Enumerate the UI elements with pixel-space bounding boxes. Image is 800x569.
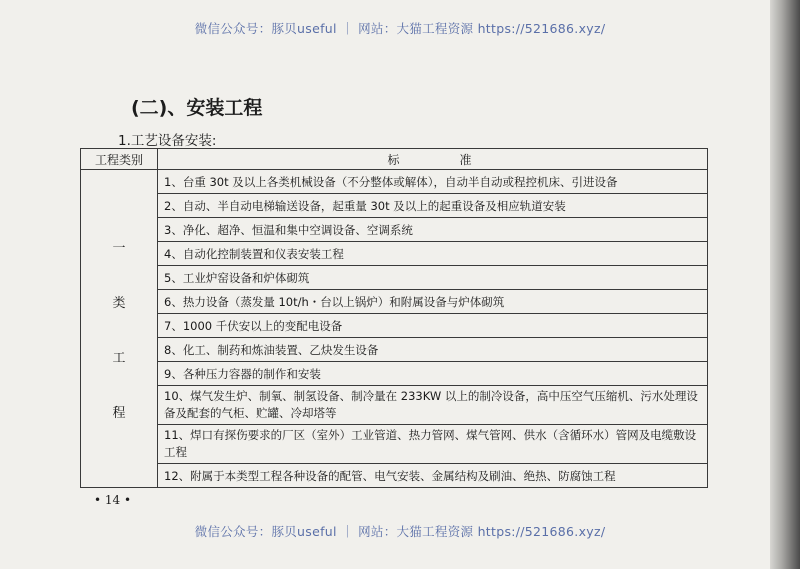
standards-table xyxy=(80,148,708,488)
standard-cell: 11、焊口有探伤要求的厂区（室外）工业管道、热力管网、煤气管网、供水（含循环水）管网及电缆敷设工程 xyxy=(158,425,708,464)
standard-cell: 6、热力设备（蒸发量 10t/h・台以上锅炉）和附属设备与炉体砌筑 xyxy=(158,290,708,314)
table-row xyxy=(81,218,708,242)
standard-cell: 1、台重 30t 及以上各类机械设备（不分整体或解体），自动半自动或程控机床、引进设备 xyxy=(158,170,708,194)
table-row xyxy=(81,266,708,290)
category-char: 一 xyxy=(112,240,126,256)
table-row xyxy=(81,314,708,338)
table-row xyxy=(81,386,708,425)
watermark-bottom: 微信公众号：豚贝useful ｜ 网站：大猫工程资源 https://521686.xyz/ xyxy=(194,524,606,539)
table-header-row xyxy=(81,149,708,170)
table-row xyxy=(81,362,708,386)
category-char: 工 xyxy=(112,350,126,366)
category-cell xyxy=(81,170,158,488)
table-row xyxy=(81,338,708,362)
standard-cell: 12、附属于本类型工程各种设备的配管、电气安装、金属结构及刷油、绝热、防腐蚀工程 xyxy=(158,464,708,488)
category-char: 类 xyxy=(112,295,126,311)
table-row xyxy=(81,290,708,314)
standard-cell: 7、1000 千伏安以上的变配电设备 xyxy=(158,314,708,338)
table-row xyxy=(81,464,708,488)
category-char: 程 xyxy=(112,405,126,421)
table-row xyxy=(81,425,708,464)
standard-cell: 9、各种压力容器的制作和安装 xyxy=(158,362,708,386)
table-row xyxy=(81,170,708,194)
page-edge-shadow xyxy=(770,0,800,569)
standard-cell: 10、煤气发生炉、制氧、制氢设备、制冷量在 233KW 以上的制冷设备，高中压空气压缩机、污水处理设备及配套的气柜、贮罐、冷却塔等 xyxy=(158,386,708,425)
watermark-top: 微信公众号：豚贝useful ｜ 网站：大猫工程资源 https://521686.xyz/ xyxy=(194,21,606,36)
standard-cell: 3、净化、超净、恒温和集中空调设备、空调系统 xyxy=(158,218,708,242)
page-number: • 14 • xyxy=(94,493,132,507)
header-standard: 标准 xyxy=(158,149,708,170)
standard-cell: 8、化工、制药和炼油装置、乙炔发生设备 xyxy=(158,338,708,362)
header-type: 工程类别 xyxy=(81,149,158,170)
table-row xyxy=(81,194,708,218)
standard-cell: 4、自动化控制装置和仪表安装工程 xyxy=(158,242,708,266)
table-row xyxy=(81,242,708,266)
subsection-title: 1.工艺设备安装: xyxy=(118,133,217,149)
standard-cell: 2、自动、半自动电梯输送设备，起重量 30t 及以上的起重设备及相应轨道安装 xyxy=(158,194,708,218)
standard-cell: 5、工业炉窑设备和炉体砌筑 xyxy=(158,266,708,290)
section-title: (二)、安装工程 xyxy=(131,97,263,119)
